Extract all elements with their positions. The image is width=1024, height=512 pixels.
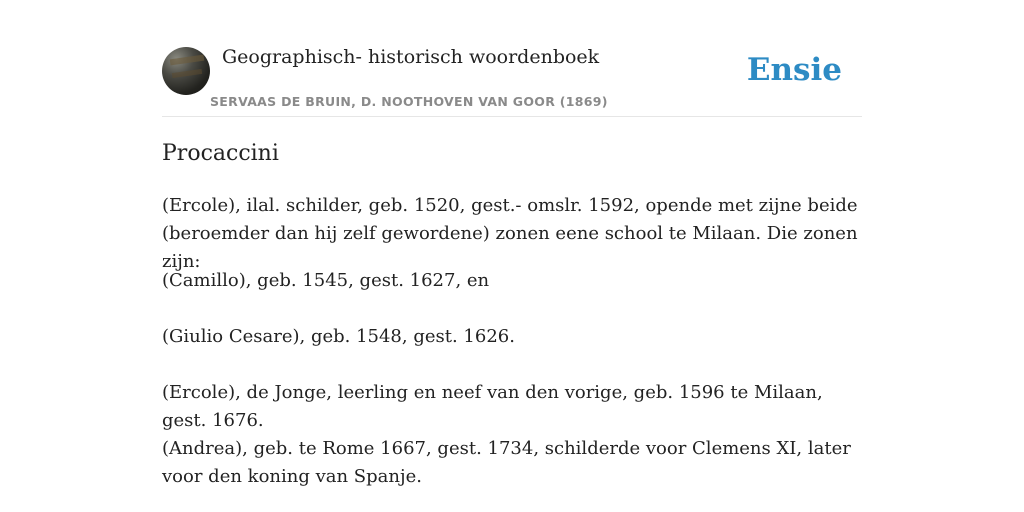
entry-paragraph: (Ercole), ilal. schilder, geb. 1520, gest.- omslr. 1592, opende met zijne beide (beroemder dan hij zelf gewordene) zonen eene school te Milaan. Die zonen zijn: bbox=[162, 195, 858, 272]
byline: SERVAAS DE BRUIN, D. NOOTHOVEN VAN GOOR (1869) bbox=[210, 94, 608, 109]
entry-title: Procaccini bbox=[162, 141, 279, 166]
entry-paragraph: (Andrea), geb. te Rome 1667, gest. 1734, schilderde voor Clemens XI, later voor den koning van Spanje. bbox=[162, 438, 851, 487]
entry-paragraph: (Ercole), de Jonge, leerling en neef van den vorige, geb. 1596 te Milaan, gest. 1676. bbox=[162, 382, 823, 431]
entry-paragraph: (Giulio Cesare), geb. 1548, gest. 1626. bbox=[162, 326, 515, 347]
brand-logo-link[interactable]: Ensie bbox=[746, 52, 842, 88]
page-content bbox=[162, 0, 862, 487]
header bbox=[162, 0, 862, 117]
entry-paragraph: (Camillo), geb. 1545, gest. 1627, en bbox=[162, 270, 490, 291]
book-cover-avatar bbox=[162, 47, 210, 95]
book-title[interactable]: Geographisch- historisch woordenboek bbox=[222, 46, 600, 68]
